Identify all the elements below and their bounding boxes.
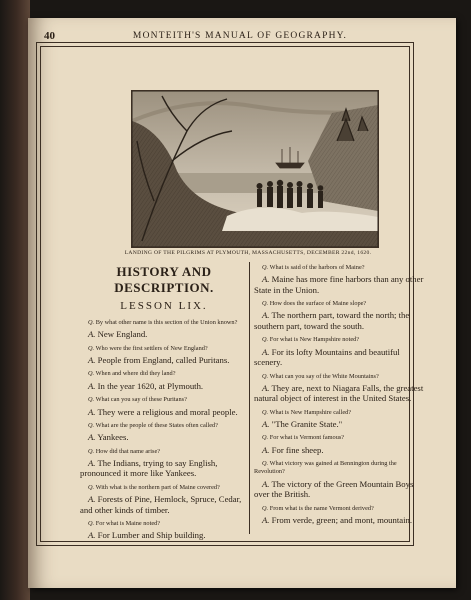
answer-label: A. [88,355,96,366]
answer-label: A. [88,432,96,443]
answer-text: They were a religious and moral people. [97,406,238,417]
question [80,422,248,430]
question-text: By what other name is this section of the Union known? [95,319,238,326]
answer-label: A. [262,478,270,489]
answer [254,347,428,368]
left-column [80,262,248,546]
answer [80,355,248,365]
question-text: When and where did they land? [95,370,176,378]
question-label: Q. [262,460,269,468]
answer-label: A. [88,457,96,468]
question-text: For what is Maine noted? [95,520,161,528]
answer [80,458,248,479]
answer [254,419,428,429]
question-label: Q. [262,336,269,344]
question-label: Q. [88,344,95,352]
answer [80,494,248,515]
answer [80,530,248,540]
question-text: What can you say of these Puritans? [95,396,187,404]
answer-text: The victory of the Green Mountain Boys over the British. [254,478,414,500]
page-number: 40 [44,30,55,42]
question-label: Q. [88,483,95,491]
answer-text: Yankees. [97,432,129,443]
answer-text: Maine has more fine harbors than any other State in the Union. [254,274,424,295]
answer-text: In the year 1620, at Plymouth. [97,380,204,391]
question [80,370,248,378]
answer-text: The Indians, trying to say English, pronounced it more like Yankees. [80,457,218,479]
question-label: Q. [88,520,95,528]
question [254,434,428,442]
answer-text: For its lofty Mountains and beautiful scenery. [254,346,400,368]
question [80,484,248,492]
answer [254,479,428,500]
question [254,505,428,513]
question [80,520,248,528]
answer-label: A. [262,310,270,321]
question [254,460,428,477]
answer-text: From verde, green; and mont, mountain. [271,514,413,525]
question-text: Who were the first settlers of New England? [95,344,208,352]
question-text: For what is Vermont famous? [269,434,345,442]
column-divider [249,262,250,534]
answer [80,407,248,417]
pilgrims-landing-engraving [131,90,379,248]
question [80,396,248,404]
answer-label: A. [88,530,96,541]
question-label: Q. [262,300,269,308]
question-text: For what is New Hampshire noted? [269,336,360,344]
answer-label: A. [262,382,270,393]
answer-label: A. [88,406,96,417]
answer-text: For Lumber and Ship building. [97,530,206,541]
left-qa-list [80,319,248,541]
question [80,345,248,353]
answer-label: A. [262,444,270,455]
question [254,264,428,272]
question-label: Q. [88,447,95,455]
question-label: Q. [262,264,269,271]
answer-text: New England. [97,329,148,340]
question-text: What are the people of these States often called? [95,421,218,429]
question-label: Q. [262,372,269,380]
answer-text: People from England, called Puritans. [97,355,230,366]
answer-label: A. [262,418,270,429]
question [80,448,248,456]
answer [80,381,248,391]
answer-label: A. [262,346,270,357]
answer-label: A. [88,329,96,340]
question [254,300,428,308]
question-text: How does the surface of Maine slope? [269,300,367,308]
question-label: Q. [88,396,95,404]
question-text: From what is the name Vermont derived? [269,504,374,512]
answer [254,310,428,331]
answer-text: For fine sheep. [271,444,324,455]
answer-text: The northern part, toward the north; the southern part, toward the south. [254,310,410,331]
question-text: What is said of the harbors of Maine? [269,264,365,271]
question-label: Q. [262,434,269,442]
answer-text: "The Granite State." [271,418,343,429]
answer-label: A. [262,514,270,525]
question-text: What is New Hampshire called? [269,408,352,416]
answer-label: A. [88,380,96,391]
question-text: How did that name arise? [95,447,161,455]
right-column [254,264,428,530]
right-qa-list [254,264,428,525]
illustration-caption: LANDING OF THE PILGRIMS AT PLYMOUTH, MASSACHUSETTS, DECEMBER 22nd, 1620. [124,250,372,256]
book-spine [0,0,30,600]
answer-text: They are, next to Niagara Falls, the greatest natural object of interest in the United States. [254,382,424,404]
answer [254,383,428,404]
answer [80,329,248,339]
question-label: Q. [88,370,95,378]
answer-text: Forests of Pine, Hemlock, Spruce, Cedar, and other kinds of timber. [80,494,242,515]
answer-label: A. [262,274,270,285]
question [254,409,428,417]
question [254,373,428,381]
running-head: MONTEITH'S MANUAL OF GEOGRAPHY. [132,31,348,41]
question-label: Q. [88,421,95,429]
question-text: With what is the northern part of Maine covered? [95,483,220,491]
question-text: What victory was gained at Bennington during the Revolution? [254,460,397,476]
lesson-title: LESSON LIX. [120,300,208,312]
answer [254,445,428,455]
question-label: Q. [88,319,95,326]
answer [254,274,428,295]
question-text: What can you say of the White Mountains? [269,372,379,380]
answer [80,432,248,442]
question-label: Q. [262,408,269,416]
question [254,336,428,344]
question-label: Q. [262,504,269,512]
question [80,319,248,327]
answer-label: A. [88,494,96,505]
section-heading: HISTORY AND DESCRIPTION. [114,264,214,295]
engraving-art [132,91,378,247]
answer [254,515,428,525]
